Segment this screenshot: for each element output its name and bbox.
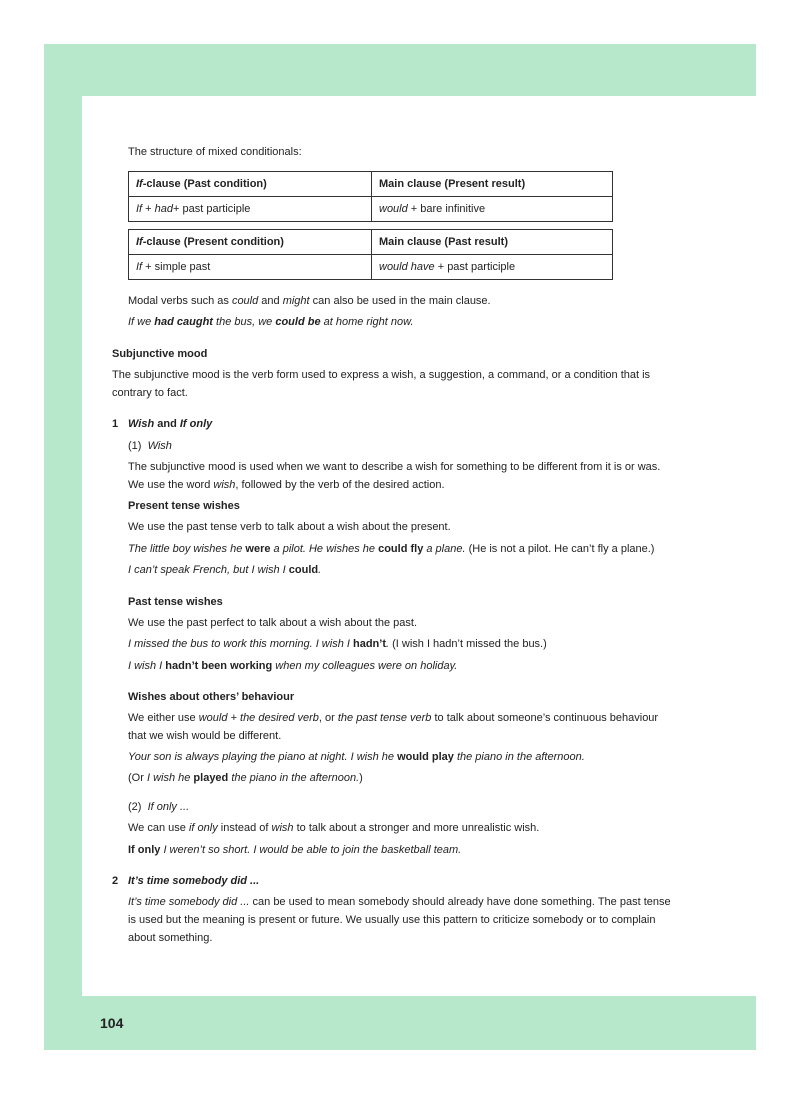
past-tense-description: We use the past perfect to talk about a wish about the past. bbox=[128, 617, 418, 629]
others-behaviour-description: We either use would + the desired verb, or the past tense verb to talk about someone’s continuous behaviour that we wish would be different. bbox=[128, 712, 659, 742]
subjunctive-description: The subjunctive mood is the verb form used to express a wish, a suggestion, a command, or a condition that is contrary to fact. bbox=[112, 369, 651, 399]
table2-header-if-clause: If-clause (Present condition) bbox=[129, 230, 372, 255]
section-2-title: It’s time somebody did ... bbox=[128, 875, 260, 887]
table1-main-clause-cell: would + bare infinitive bbox=[372, 197, 613, 222]
subsection-if-only-label: (2) If only ... bbox=[128, 801, 190, 813]
table1-header-main-clause: Main clause (Present result) bbox=[372, 172, 613, 197]
section-2-number: 2 bbox=[112, 875, 119, 887]
present-tense-example-1: The little boy wishes he were a pilot. He wishes he could fly a plane. (He is not a pilot. He can’t fly a plane.) bbox=[128, 543, 655, 555]
others-behaviour-example-1: Your son is always playing the piano at night. I wish he would play the piano in the afternoon. bbox=[128, 751, 585, 763]
if-only-example: If only I weren’t so short. I would be able to join the basketball team. bbox=[128, 844, 462, 856]
mixed-conditional-table-1 bbox=[128, 171, 613, 222]
past-tense-example-2: I wish I hadn’t been working when my colleagues were on holiday. bbox=[128, 660, 458, 672]
past-tense-wishes-heading: Past tense wishes bbox=[128, 596, 223, 608]
section-2-description: It’s time somebody did ... can be used to mean somebody should already have done something. The past tense is used but the meaning is present or future. We usually use this pattern to criticize somebody or to complain about something. bbox=[128, 896, 671, 944]
page-number: 104 bbox=[100, 1015, 124, 1031]
subjunctive-heading: Subjunctive mood bbox=[112, 348, 208, 360]
table1-if-clause-cell: If + had+ past participle bbox=[129, 197, 372, 222]
modal-verbs-text: Modal verbs such as could and might can also be used in the main clause. bbox=[128, 295, 491, 307]
others-behaviour-heading: Wishes about others’ behaviour bbox=[128, 691, 295, 703]
section-1-number: 1 bbox=[112, 418, 119, 430]
present-tense-wishes-heading: Present tense wishes bbox=[128, 500, 240, 512]
wish-description: The subjunctive mood is used when we want to describe a wish for something to be different from it is or was. We use the word wish, followed by the verb of the desired action. bbox=[128, 461, 661, 491]
modal-example: If we had caught the bus, we could be at home right now. bbox=[128, 316, 414, 328]
section-1-title: Wish and If only bbox=[128, 418, 213, 430]
mixed-conditional-table-2 bbox=[128, 229, 613, 280]
intro-text: The structure of mixed conditionals: bbox=[128, 146, 302, 158]
table2-if-clause-cell: If + simple past bbox=[129, 255, 372, 280]
present-tense-description: We use the past tense verb to talk about a wish about the present. bbox=[128, 521, 451, 533]
subsection-wish-label: (1) Wish bbox=[128, 440, 172, 452]
table1-header-if-clause: If-clause (Past condition) bbox=[129, 172, 372, 197]
table2-header-main-clause: Main clause (Past result) bbox=[372, 230, 613, 255]
others-behaviour-example-2: (Or I wish he played the piano in the afternoon.) bbox=[128, 772, 363, 784]
if-only-description: We can use if only instead of wish to talk about a stronger and more unrealistic wish. bbox=[128, 822, 540, 834]
table2-main-clause-cell: would have + past participle bbox=[372, 255, 613, 280]
present-tense-example-2: I can’t speak French, but I wish I could. bbox=[128, 564, 322, 576]
past-tense-example-1: I missed the bus to work this morning. I wish I hadn’t. (I wish I hadn’t missed the bus.) bbox=[128, 638, 547, 650]
